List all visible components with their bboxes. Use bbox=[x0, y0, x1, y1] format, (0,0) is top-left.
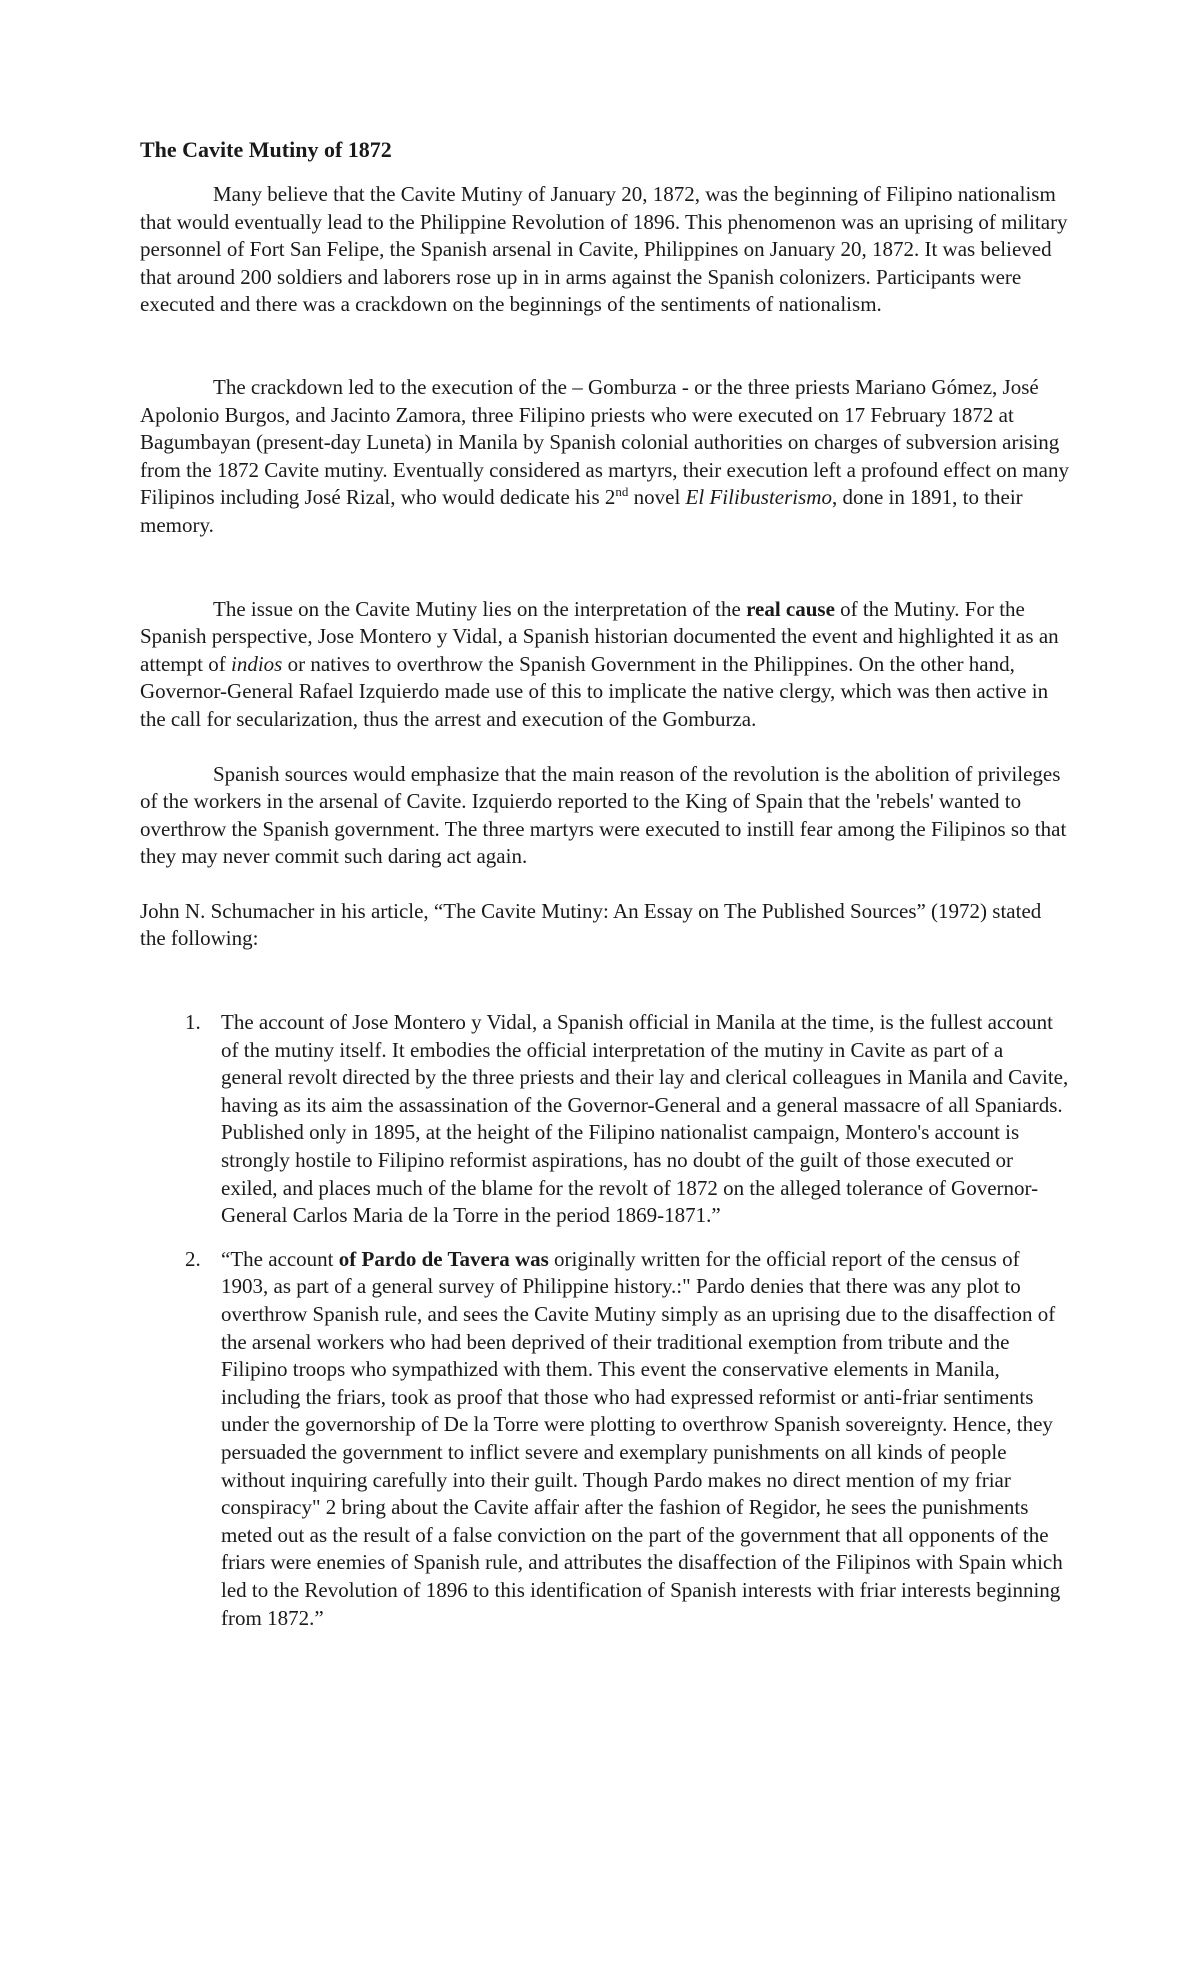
spacer bbox=[140, 734, 1070, 761]
list-item-text-b: originally written for the official report of the census of 1903, as part of a general survey of Philippine history.:" Pardo denies that there was any plot to overthrow Spanish rule, and sees the Cavite Mutiny simply as an uprising due to the disaffection of the arsenal workers who had been deprived of their traditional exemption from tribute and the Filipino troops who sympathized with them. This event the conservative elements in Manila, including the friars, took as proof that those who had expressed reformist or anti-friar sentiments under the governorship of De la Torre were plotting to overthrow Spanish sovereignty. Hence, they persuaded the government to inflict severe and exemplary punishments on all kinds of people without inquiring carefully into their guilt. Though Pardo makes no direct mention of my friar conspiracy" 2 bring about the Cavite affair after the fashion of Regidor, he sees the punishments meted out as the result of a false conviction on the part of the government that all opponents of the friars were enemies of Spanish rule, and attributes the disaffection of the Filipinos with Spain which led to the Revolution of 1896 to this identification of Spanish interests with friar interests beginning from 1872.” bbox=[221, 1246, 1063, 1630]
pardo-emphasis: of Pardo de Tavera was bbox=[338, 1246, 549, 1271]
document-page bbox=[140, 136, 1070, 1648]
ordinal-superscript: nd bbox=[615, 484, 629, 500]
interpretation-text-a: The issue on the Cavite Mutiny lies on the interpretation of the bbox=[213, 596, 747, 621]
paragraph-intro: Many believe that the Cavite Mutiny of January 20, 1872, was the beginning of Filipino nationalism that would eventually lead to the Philippine Revolution of 1896. This phenomenon was an uprising of military personnel of Fort San Felipe, the Spanish arsenal in Cavite, Philippines on January 20, 1872. It was believed that around 200 soldiers and laborers rose up in in arms against the Spanish colonizers. Participants were executed and there was a crackdown on the beginnings of the sentiments of nationalism. bbox=[140, 182, 1068, 317]
spacer bbox=[140, 319, 1070, 374]
spacer bbox=[140, 540, 1070, 596]
spacer bbox=[140, 953, 1070, 1009]
real-cause-emphasis: real cause bbox=[746, 596, 835, 621]
list-item-number: 1. bbox=[185, 1010, 201, 1035]
list-item-number: 2. bbox=[185, 1246, 201, 1271]
document-title: The Cavite Mutiny of 1872 bbox=[140, 137, 392, 162]
paragraph-gomburza bbox=[140, 374, 1070, 540]
interpretation-text-c: or natives to overthrow the Spanish Government in the Philippines. On the other hand, Governor-General Rafael Izquierdo made use of this to implicate the native clergy, which was then active in the call for secularization, thus the arrest and execution of the Gomburza. bbox=[140, 651, 1049, 731]
paragraph-schumacher: John N. Schumacher in his article, “The Cavite Mutiny: An Essay on The Published Sources” (1972) stated the following: bbox=[140, 898, 1042, 951]
list-item-text-a: “The account bbox=[221, 1246, 339, 1271]
novel-title: El Filibusterismo bbox=[685, 485, 832, 510]
interpretation-text-b: of the Mutiny. For the Spanish perspective, Jose Montero y Vidal, a Spanish historian documented the event and highlighted it as an attempt of bbox=[140, 596, 1059, 676]
sources-list bbox=[140, 1009, 1070, 1632]
gomburza-text-mid: novel bbox=[628, 485, 686, 510]
list-item bbox=[140, 1246, 1070, 1632]
list-item bbox=[140, 1009, 1070, 1230]
list-item-text: The account of Jose Montero y Vidal, a Spanish official in Manila at the time, is the fullest account of the mutiny itself. It embodies the official interpretation of the mutiny in Cavite as part of a general revolt directed by the three priests and their lay and clerical colleagues in Manila and Cavite, having as its aim the assassination of the Governor-General and a general massacre of all Spaniards. Published only in 1895, at the height of the Filipino nationalist campaign, Montero's account is strongly hostile to Filipino reformist aspirations, has no doubt of the guilt of those executed or exiled, and places much of the blame for the revolt of 1872 on the alleged tolerance of Governor- General Carlos Maria de la Torre in the period 1869-1871.” bbox=[221, 1010, 1069, 1228]
paragraph-spanish-sources: Spanish sources would emphasize that the main reason of the revolution is the abolition of privileges of the workers in the arsenal of Cavite. Izquierdo reported to the King of Spain that the 'rebels' wanted to overthrow the Spanish government. The three martyrs were executed to instill fear among the Filipinos so that they may never commit such daring act again. bbox=[140, 761, 1067, 869]
indios-term: indios bbox=[230, 651, 283, 676]
gomburza-text-end: , done in 1891, to their memory. bbox=[140, 485, 1023, 537]
spacer bbox=[140, 871, 1070, 898]
gomburza-text: The crackdown led to the execution of the – Gomburza - or the three priests Mariano Gómez, José Apolonio Burgos, and Jacinto Zamora, three Filipino priests who were executed on 17 February 1872 at Bagumbayan (present-day Luneta) in Manila by Spanish colonial authorities on charges of subversion arising from the 1872 Cavite mutiny. Eventually considered as martyrs, their execution left a profound effect on many Filipinos including José Rizal, who would dedicate his 2 bbox=[140, 374, 1069, 510]
paragraph-interpretation bbox=[140, 596, 1070, 734]
